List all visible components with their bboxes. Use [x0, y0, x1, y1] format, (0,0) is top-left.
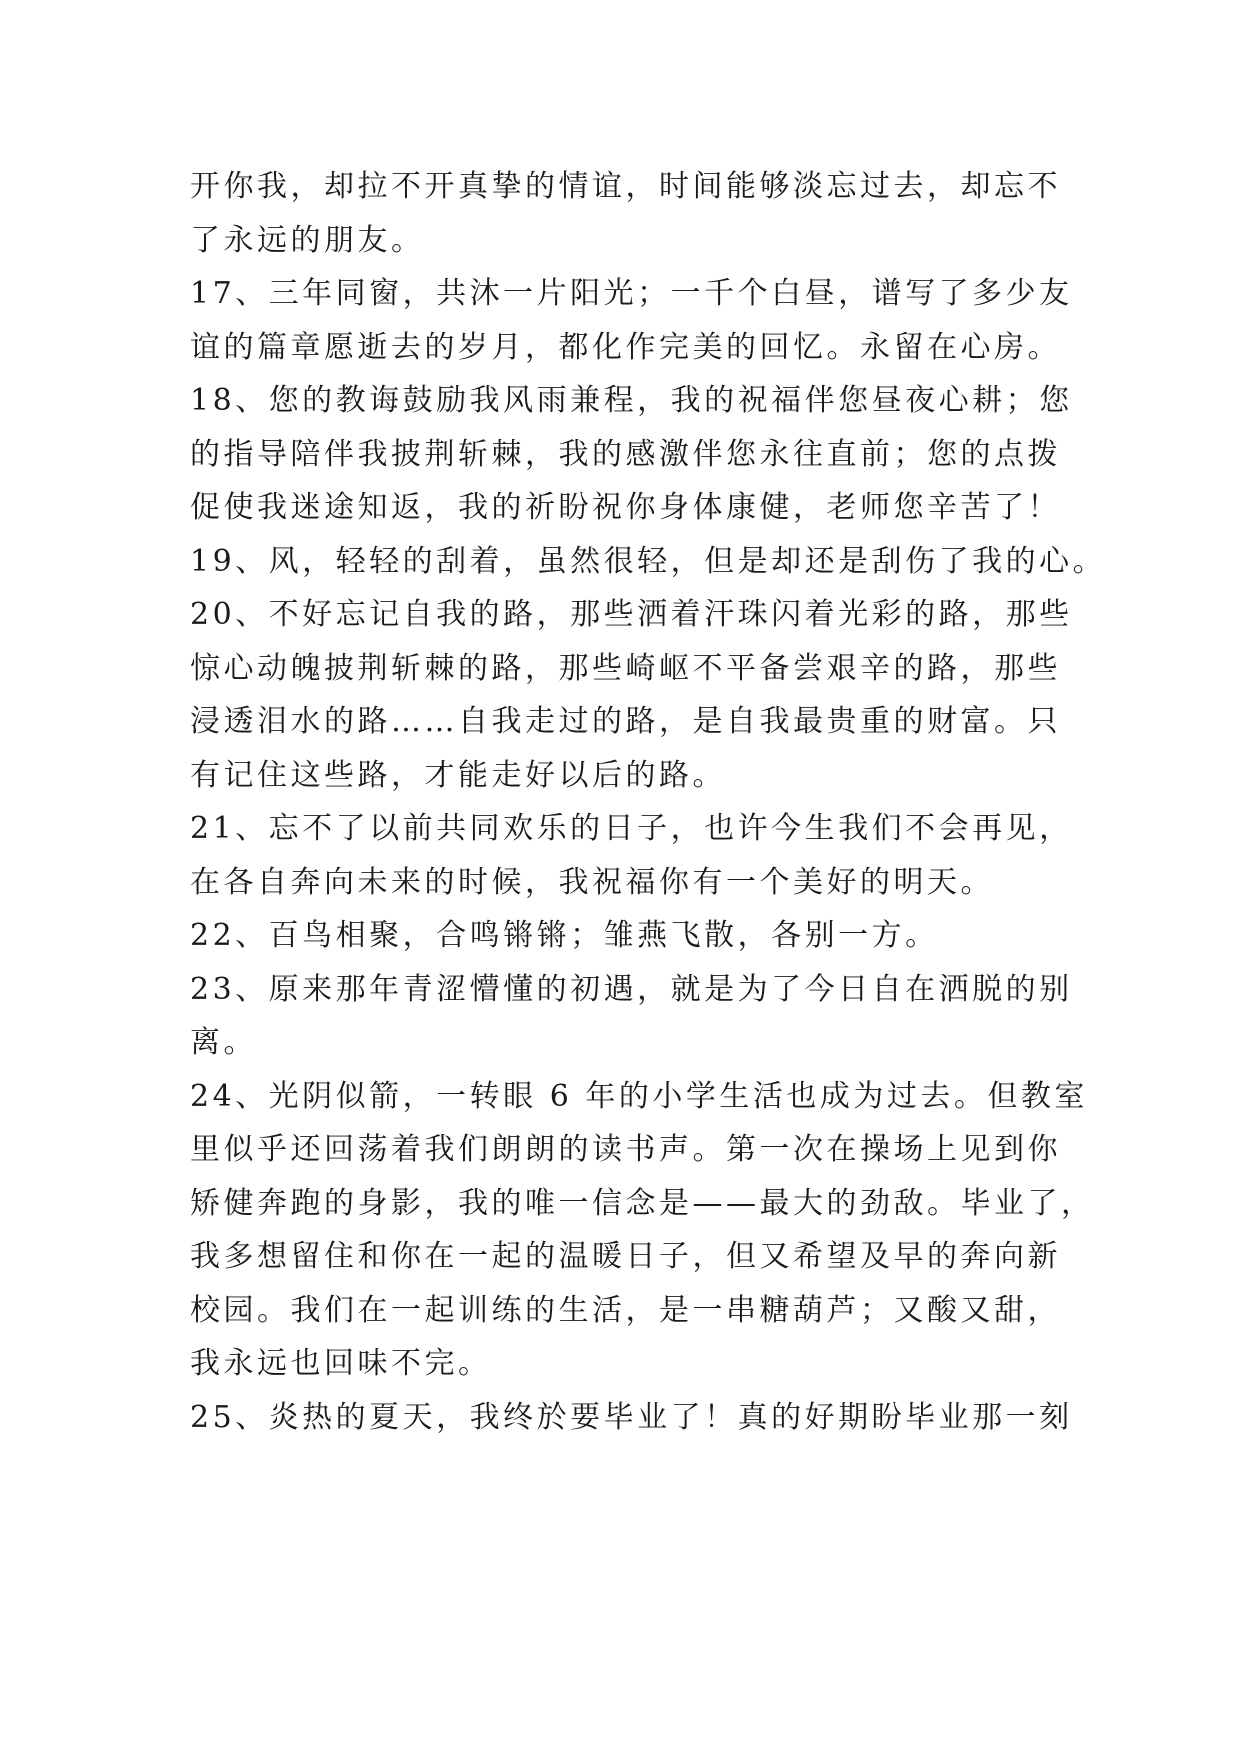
text-line: 的指导陪伴我披荆斩棘，我的感激伴您永往直前；您的点拨	[190, 436, 1061, 472]
text-line: 我永远也回味不完。	[190, 1346, 492, 1381]
text-line: 校园。我们在一起训练的生活，是一串糖葫芦；又酸又甜，	[190, 1292, 1061, 1328]
text-line: 里似乎还回荡着我们朗朗的读书声。第一次在操场上见到你	[190, 1132, 1061, 1167]
text-line: 谊的篇章愿逝去的岁月，都化作完美的回忆。永留在心房。	[190, 329, 1061, 365]
text-line: 20、不好忘记自我的路，那些洒着汗珠闪着光彩的路，那些	[190, 597, 1073, 632]
text-line: 23、原来那年青涩懵懂的初遇，就是为了今日自在洒脱的别	[190, 971, 1073, 1007]
text-line: 22、百鸟相聚，合鸣锵锵；雏燕飞散，各别一方。	[190, 918, 939, 953]
text-line: 21、忘不了以前共同欢乐的日子，也许今生我们不会再见，	[190, 811, 1073, 846]
text-line: 我多想留住和你在一起的温暖日子，但又希望及早的奔向新	[190, 1239, 1061, 1274]
body-text	[190, 160, 1107, 1444]
text-line: 19、风，轻轻的刮着，虽然很轻，但是却还是刮伤了我的心。	[190, 543, 1107, 579]
text-line: 17、三年同窗，共沐一片阳光；一千个白昼，谱写了多少友	[190, 276, 1073, 311]
text-line: 18、您的教诲鼓励我风雨兼程，我的祝福伴您昼夜心耕；您	[190, 383, 1073, 418]
text-line: 有记住这些路，才能走好以后的路。	[190, 757, 726, 793]
text-line: 了永远的朋友。	[190, 222, 425, 258]
text-line: 离。	[190, 1025, 257, 1060]
text-line: 浸透泪水的路……自我走过的路，是自我最贵重的财富。只	[190, 704, 1061, 739]
text-line: 惊心动魄披荆斩棘的路，那些崎岖不平备尝艰辛的路，那些	[190, 650, 1061, 686]
text-line: 25、炎热的夏天，我终於要毕业了！真的好期盼毕业那一刻	[190, 1399, 1073, 1435]
text-line: 在各自奔向未来的时候，我祝福你有一个美好的明天。	[190, 864, 994, 900]
text-line: 矫健奔跑的身影，我的唯一信念是——最大的劲敌。毕业了，	[190, 1185, 1095, 1221]
text-line: 24、光阴似箭，一转眼 6 年的小学生活也成为过去。但教室	[190, 1078, 1088, 1114]
text-line: 开你我，却拉不开真挚的情谊，时间能够淡忘过去，却忘不	[190, 169, 1061, 204]
text-line: 促使我迷途知返，我的祈盼祝你身体康健，老师您辛苦了！	[190, 490, 1061, 525]
